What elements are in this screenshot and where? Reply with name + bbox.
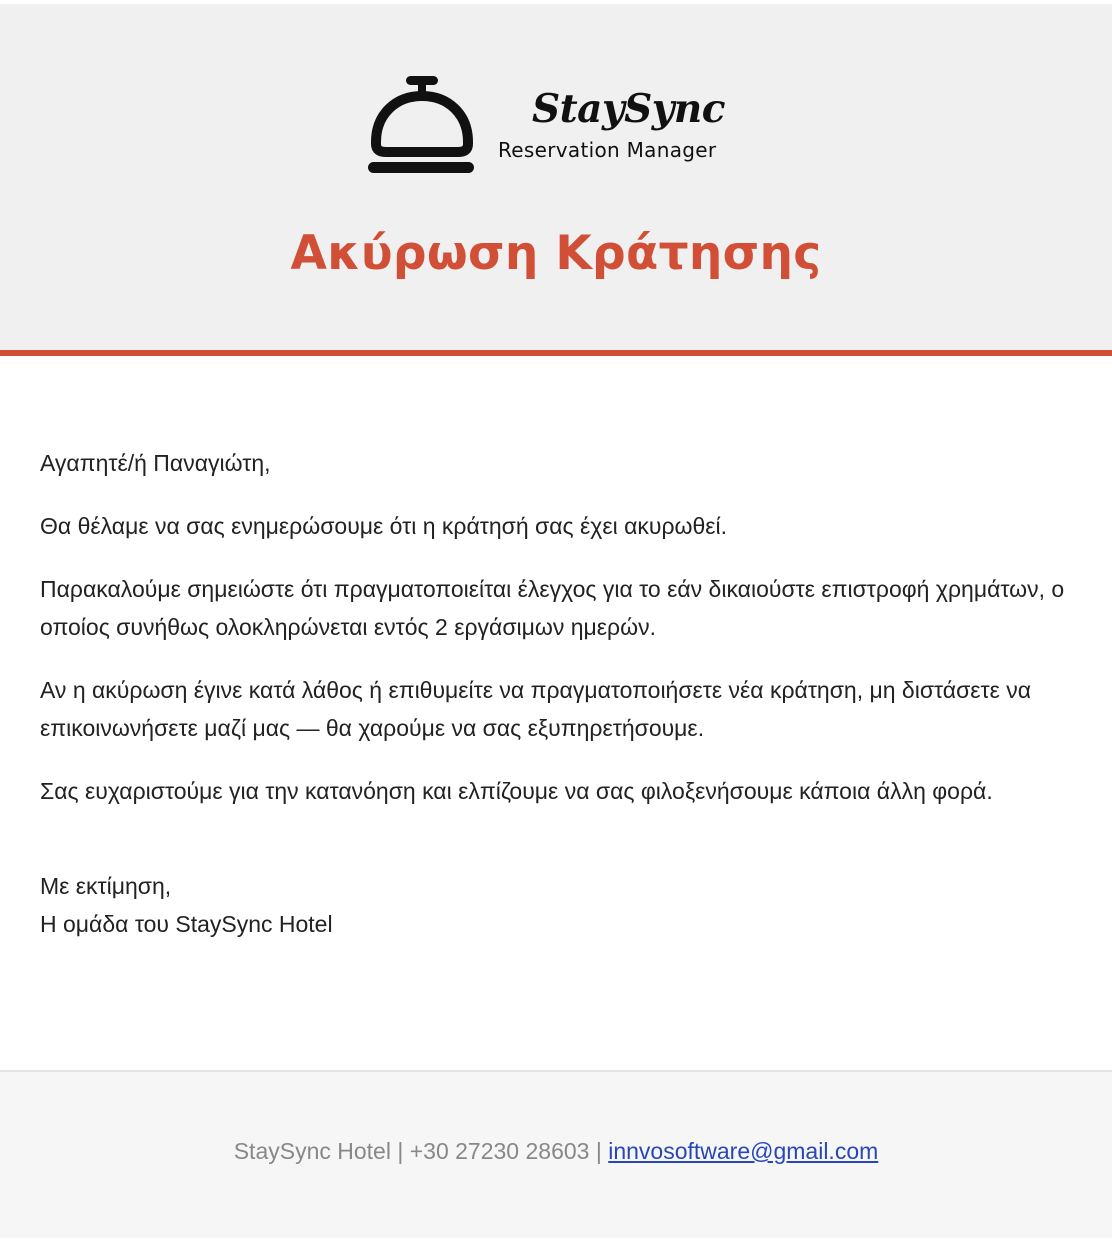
brand-logo xyxy=(366,72,766,176)
paragraph-thank-you: Σας ευχαριστούμε για την κατανόηση και ελπίζουμε να σας φιλοξενήσουμε κάποια άλλη φορά. xyxy=(40,778,993,804)
paragraph-refund-check: Παρακαλούμε σημειώστε ότι πραγματοποιείται έλεγχος για το εάν δικαιούστε επιστροφή χρημάτων, ο οποίος συνήθως ολοκληρώνεται εντός 2 εργάσιμων ημερών. xyxy=(40,576,1065,640)
brand-tagline: Reservation Manager xyxy=(498,138,717,162)
brand-name: StaySync xyxy=(532,86,726,132)
email-header xyxy=(0,4,1112,356)
footer-phone: +30 27230 28603 xyxy=(409,1138,590,1164)
footer-separator: | xyxy=(390,1138,410,1164)
footer-hotel-name: StaySync Hotel xyxy=(233,1138,391,1164)
closing: Με εκτίμηση, xyxy=(40,873,172,899)
signoff xyxy=(40,867,1072,943)
paragraph-cancellation-notice: Θα θέλαμε να σας ενημερώσουμε ότι η κράτησή σας έχει ακυρωθεί. xyxy=(40,513,728,539)
service-bell-icon xyxy=(366,72,476,176)
greeting: Αγαπητέ/ή Παναγιώτη, xyxy=(40,450,271,476)
email-body xyxy=(0,356,1112,1070)
signature: Η ομάδα του StaySync Hotel xyxy=(40,911,333,937)
paragraph-contact-us: Αν η ακύρωση έγινε κατά λάθος ή επιθυμείτε να πραγματοποιήσετε νέα κράτηση, μη διστάσετε να επικοινωνήσετε μαζί μας — θα χαρούμε να σας εξυπηρετήσουμε. xyxy=(40,677,1032,741)
footer-separator: | xyxy=(589,1138,609,1164)
email-footer xyxy=(0,1070,1112,1238)
footer-email-link[interactable]: innvosoftware@gmail.com xyxy=(608,1138,879,1164)
page-title: Ακύρωση Κράτησης xyxy=(290,226,822,281)
